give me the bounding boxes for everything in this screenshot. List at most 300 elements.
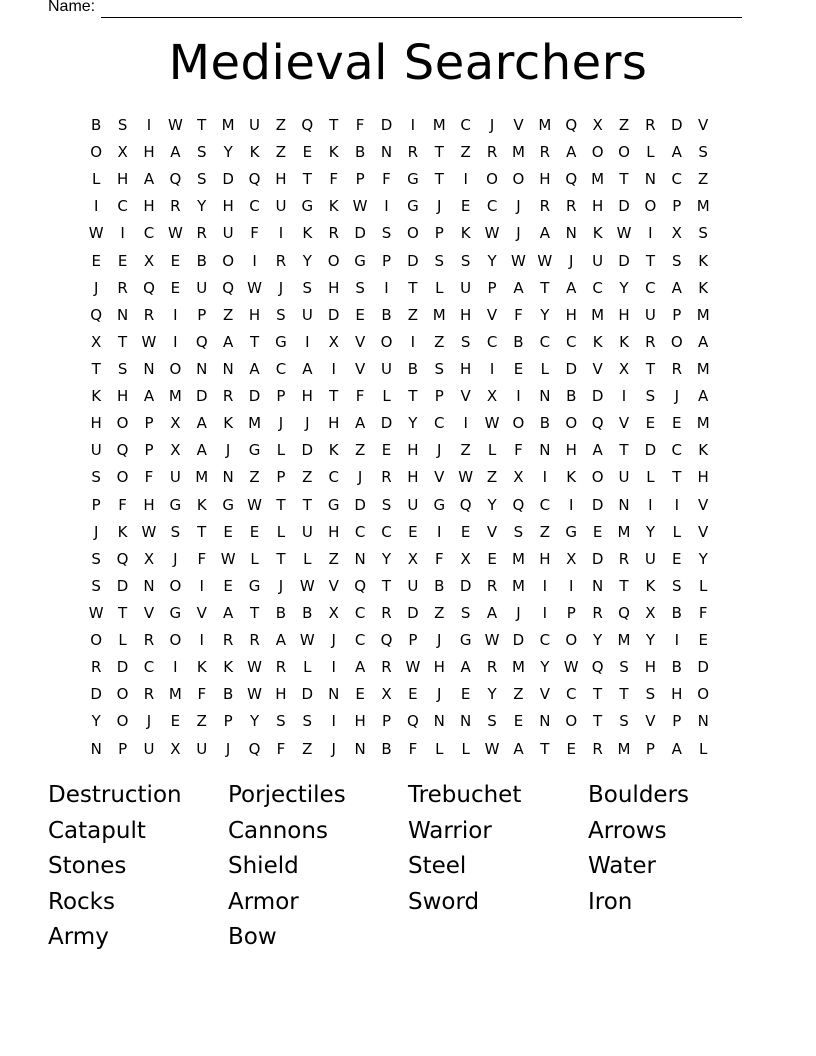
grid-letter: V	[698, 495, 709, 514]
grid-letter: Y	[698, 549, 708, 568]
grid-letter: N	[222, 359, 234, 378]
name-label: Name:	[48, 0, 96, 15]
grid-letter: D	[354, 224, 366, 243]
grid-letter: W	[537, 251, 553, 270]
grid-letter: Y	[487, 685, 497, 704]
grid-row	[83, 681, 743, 708]
grid-letter: P	[197, 305, 207, 324]
grid-letter: U	[407, 576, 419, 595]
grid-letter: T	[249, 603, 260, 622]
name-field[interactable]	[48, 0, 742, 18]
grid-letter: L	[540, 359, 550, 378]
grid-letter: U	[644, 549, 656, 568]
grid-letter: C	[275, 359, 287, 378]
grid-letter: D	[644, 441, 657, 460]
grid-letter: C	[486, 332, 498, 351]
grid-letter: H	[460, 359, 472, 378]
grid-letter: I	[384, 197, 389, 216]
grid-letter: S	[619, 658, 629, 677]
grid-letter: V	[486, 305, 498, 324]
grid-letter: T	[619, 685, 629, 704]
grid-letter: O	[90, 143, 103, 162]
grid-letter: Z	[513, 685, 524, 704]
grid-letter: W	[88, 603, 104, 622]
grid-letter: W	[167, 116, 183, 134]
grid-letter: D	[671, 116, 683, 134]
grid-letter: R	[170, 197, 181, 216]
word-bank-item: Shield	[228, 853, 299, 880]
grid-letter: S	[698, 143, 708, 162]
grid-letter: D	[697, 658, 709, 677]
grid-letter: N	[380, 143, 393, 162]
grid-letter: W	[141, 332, 157, 351]
grid-letter: N	[592, 576, 604, 595]
grid-letter: D	[327, 305, 340, 324]
grid-letter: I	[674, 631, 679, 650]
grid-letter: E	[672, 549, 682, 568]
grid-letter: F	[514, 305, 523, 324]
grid-letter: N	[354, 549, 366, 568]
grid-letter: O	[697, 685, 710, 704]
grid-letter: J	[516, 603, 521, 622]
grid-letter: A	[354, 414, 366, 433]
grid-letter: S	[170, 522, 181, 541]
grid-letter: G	[565, 522, 578, 541]
grid-letter: V	[434, 468, 445, 487]
grid-letter: S	[117, 116, 128, 134]
grid-letter: C	[117, 197, 128, 216]
grid-letter: O	[591, 143, 604, 162]
grid-letter: L	[276, 522, 286, 541]
grid-letter: N	[328, 685, 340, 704]
grid-letter: Q	[565, 116, 578, 134]
grid-letter: M	[591, 305, 605, 324]
grid-letter: D	[512, 631, 525, 650]
grid-letter: E	[355, 305, 365, 324]
grid-letter: T	[197, 116, 207, 134]
grid-letter: K	[223, 658, 234, 677]
grid-letter: M	[696, 414, 710, 433]
grid-letter: F	[408, 739, 418, 758]
grid-letter: G	[327, 495, 340, 514]
grid-letter: X	[381, 685, 392, 704]
grid-letter: A	[170, 143, 181, 162]
grid-letter: O	[512, 414, 525, 433]
grid-letter: O	[169, 631, 182, 650]
grid-letter: U	[222, 224, 234, 243]
grid-letter: W	[141, 522, 157, 541]
grid-letter: Q	[565, 170, 578, 189]
grid-letter: T	[434, 143, 444, 162]
grid-letter: K	[196, 658, 207, 677]
grid-letter: K	[566, 468, 577, 487]
grid-letter: J	[674, 387, 679, 406]
grid-row	[83, 248, 743, 275]
grid-letter: M	[195, 468, 209, 487]
grid-letter: T	[593, 712, 603, 731]
grid-letter: W	[247, 495, 262, 514]
word-bank-item: Steel	[408, 853, 467, 880]
grid-letter: Y	[487, 251, 497, 270]
grid-row	[83, 275, 743, 302]
grid-letter: B	[302, 603, 313, 622]
grid-letter: I	[120, 224, 125, 243]
grid-letter: S	[302, 712, 313, 731]
grid-letter: W	[484, 739, 500, 758]
grid-letter: A	[698, 387, 709, 406]
grid-letter: E	[170, 278, 181, 297]
grid-letter: K	[698, 278, 709, 297]
grid-letter: Z	[275, 116, 287, 134]
grid-letter: B	[566, 387, 577, 406]
grid-row	[83, 302, 743, 329]
grid-letter: X	[645, 603, 656, 622]
grid-letter: E	[566, 739, 576, 758]
grid-row	[83, 708, 743, 735]
grid-letter: J	[437, 631, 442, 650]
grid-letter: B	[671, 603, 682, 622]
grid-letter: Z	[618, 116, 630, 134]
grid-letter: R	[143, 685, 155, 704]
grid-letter: H	[697, 468, 709, 487]
grid-letter: Q	[406, 712, 419, 731]
grid-letter: H	[116, 170, 129, 189]
grid-letter: N	[460, 712, 472, 731]
grid-letter: Y	[408, 414, 418, 433]
grid-letter: I	[648, 224, 653, 243]
grid-letter: S	[645, 387, 656, 406]
grid-letter: Y	[540, 658, 550, 677]
grid-letter: P	[144, 414, 154, 433]
grid-letter: B	[671, 658, 682, 677]
grid-letter: Q	[354, 576, 366, 595]
grid-letter: X	[407, 549, 419, 568]
grid-letter: M	[432, 116, 446, 134]
grid-letter: I	[542, 603, 548, 622]
grid-letter: A	[249, 359, 260, 378]
grid-letter: T	[329, 387, 339, 406]
grid-letter: A	[513, 278, 524, 297]
grid-row	[83, 437, 743, 464]
grid-letter: Z	[698, 170, 709, 189]
grid-letter: D	[618, 251, 630, 270]
grid-letter: V	[698, 116, 709, 134]
grid-letter: A	[460, 658, 471, 677]
grid-letter: J	[225, 441, 231, 460]
grid-letter: A	[196, 414, 207, 433]
grid-letter: P	[276, 468, 286, 487]
grid-letter: X	[143, 251, 155, 270]
grid-letter: C	[460, 116, 471, 134]
grid-letter: G	[407, 197, 419, 216]
grid-letter: A	[223, 603, 234, 622]
grid-row	[83, 519, 743, 546]
grid-letter: W	[88, 224, 104, 243]
grid-letter: K	[328, 143, 339, 162]
grid-letter: H	[671, 685, 683, 704]
grid-letter: M	[511, 576, 525, 595]
grid-letter: Z	[460, 441, 471, 460]
grid-letter: C	[143, 658, 155, 677]
word-bank-item: Boulders	[588, 782, 690, 808]
grid-letter: R	[539, 197, 551, 216]
grid-letter: S	[513, 522, 524, 541]
grid-letter: R	[275, 251, 287, 270]
grid-letter: Q	[143, 278, 155, 297]
grid-letter: I	[516, 387, 521, 406]
word-bank-item: Army	[48, 924, 109, 951]
grid-letter: M	[696, 197, 710, 216]
grid-letter: X	[486, 387, 498, 406]
grid-letter: A	[196, 441, 207, 460]
grid-letter: P	[566, 603, 576, 622]
grid-letter: D	[591, 495, 604, 514]
grid-letter: E	[170, 251, 181, 270]
grid-letter: Y	[91, 712, 101, 731]
grid-letter: G	[169, 495, 182, 514]
grid-letter: Q	[169, 170, 182, 189]
grid-letter: R	[249, 631, 260, 650]
grid-letter: F	[197, 685, 207, 704]
grid-letter: B	[91, 116, 102, 134]
grid-letter: B	[275, 603, 287, 622]
grid-letter: H	[143, 197, 155, 216]
grid-letter: T	[276, 495, 286, 514]
grid-letter: D	[565, 359, 577, 378]
grid-letter: I	[410, 332, 416, 351]
grid-letter: J	[489, 116, 495, 134]
grid-letter: H	[143, 143, 155, 162]
grid-letter: Q	[512, 495, 525, 514]
grid-letter: Z	[249, 468, 260, 487]
grid-row	[83, 166, 743, 193]
grid-letter: U	[301, 305, 313, 324]
grid-letter: K	[698, 441, 709, 460]
grid-letter: W	[352, 197, 368, 216]
grid-letter: N	[116, 305, 129, 324]
grid-letter: E	[460, 685, 471, 704]
grid-letter: T	[408, 278, 418, 297]
grid-letter: Q	[301, 116, 314, 134]
grid-letter: A	[302, 359, 313, 378]
grid-letter: Y	[645, 631, 655, 650]
grid-letter: T	[329, 116, 339, 134]
grid-letter: P	[381, 251, 392, 270]
grid-letter: E	[513, 712, 524, 731]
grid-letter: U	[143, 739, 155, 758]
grid-letter: E	[117, 251, 128, 270]
grid-letter: V	[698, 522, 709, 541]
grid-letter: C	[354, 603, 366, 622]
word-bank-item: Iron	[588, 888, 633, 915]
grid-letter: I	[331, 658, 336, 677]
grid-letter: W	[484, 224, 500, 243]
grid-letter: Q	[591, 414, 604, 433]
grid-letter: J	[569, 251, 574, 270]
grid-letter: N	[196, 359, 208, 378]
grid-letter: H	[222, 197, 234, 216]
grid-letter: Q	[222, 278, 235, 297]
grid-letter: R	[143, 631, 155, 650]
grid-letter: A	[671, 143, 682, 162]
grid-letter: S	[91, 468, 101, 487]
grid-letter: J	[357, 468, 363, 487]
grid-row	[83, 112, 743, 139]
grid-letter: R	[222, 631, 234, 650]
grid-letter: N	[618, 495, 630, 514]
grid-letter: B	[434, 576, 445, 595]
grid-letter: S	[434, 359, 445, 378]
grid-letter: C	[565, 685, 577, 704]
grid-letter: M	[511, 143, 525, 162]
grid-letter: U	[169, 468, 181, 487]
grid-letter: J	[146, 712, 152, 731]
grid-letter: F	[276, 739, 286, 758]
grid-letter: H	[539, 170, 551, 189]
grid-letter: B	[407, 359, 419, 378]
grid-letter: R	[645, 116, 656, 134]
grid-letter: I	[384, 278, 389, 297]
grid-letter: N	[222, 468, 234, 487]
grid-letter: M	[248, 414, 262, 433]
grid-letter: X	[117, 143, 128, 162]
grid-letter: H	[433, 658, 445, 677]
grid-letter: O	[222, 251, 235, 270]
grid-letter: L	[646, 143, 655, 162]
grid-letter: M	[538, 116, 552, 134]
grid-letter: O	[565, 414, 578, 433]
grid-letter: H	[539, 549, 551, 568]
grid-letter: W	[247, 278, 262, 297]
grid-letter: V	[592, 359, 603, 378]
grid-letter: P	[223, 712, 233, 731]
grid-letter: K	[592, 224, 603, 243]
grid-letter: T	[645, 251, 655, 270]
grid-letter: H	[143, 495, 155, 514]
word-bank-item: Warrior	[408, 817, 492, 844]
grid-letter: A	[671, 278, 682, 297]
grid-letter: N	[143, 576, 155, 595]
grid-letter: I	[93, 197, 99, 216]
grid-letter: K	[91, 387, 102, 406]
grid-letter: M	[617, 739, 631, 758]
grid-letter: R	[486, 143, 498, 162]
grid-letter: C	[354, 522, 366, 541]
grid-letter: X	[513, 468, 524, 487]
grid-letter: X	[592, 116, 603, 134]
grid-letter: K	[223, 414, 234, 433]
grid-letter: C	[381, 522, 392, 541]
name-underline[interactable]	[101, 0, 742, 18]
grid-letter: R	[275, 658, 287, 677]
grid-letter: T	[197, 522, 207, 541]
grid-letter: R	[539, 143, 551, 162]
grid-letter: W	[563, 658, 579, 677]
grid-letter: E	[460, 197, 471, 216]
grid-letter: E	[672, 414, 682, 433]
grid-letter: C	[434, 414, 445, 433]
grid-letter: R	[90, 658, 102, 677]
grid-letter: H	[591, 197, 604, 216]
grid-letter: H	[328, 414, 340, 433]
grid-letter: Y	[223, 143, 233, 162]
grid-letter: R	[381, 603, 392, 622]
grid-letter: F	[434, 549, 444, 568]
grid-letter: V	[328, 576, 339, 595]
grid-letter: S	[91, 576, 101, 595]
grid-letter: R	[592, 739, 603, 758]
grid-letter: R	[143, 305, 155, 324]
grid-letter: L	[435, 278, 444, 297]
grid-letter: S	[196, 143, 207, 162]
grid-letter: H	[460, 305, 472, 324]
grid-letter: M	[617, 631, 631, 650]
grid-letter: Y	[197, 197, 207, 216]
grid-letter: N	[354, 739, 366, 758]
grid-letter: K	[328, 197, 339, 216]
grid-letter: Y	[381, 549, 392, 568]
grid-letter: N	[90, 739, 102, 758]
grid-letter: J	[437, 685, 442, 704]
grid-letter: J	[173, 549, 178, 568]
grid-letter: E	[249, 522, 260, 541]
grid-letter: S	[381, 224, 392, 243]
grid-letter: N	[539, 441, 551, 460]
grid-letter: S	[276, 305, 286, 324]
grid-letter: Z	[302, 739, 313, 758]
grid-letter: H	[644, 658, 657, 677]
grid-letter: I	[569, 576, 574, 595]
grid-letter: O	[618, 143, 630, 162]
grid-letter: S	[355, 278, 365, 297]
grid-letter: I	[199, 631, 204, 650]
grid-letter: M	[432, 305, 446, 324]
grid-letter: J	[93, 278, 99, 297]
grid-letter: X	[143, 549, 155, 568]
grid-letter: N	[539, 387, 551, 406]
grid-letter: V	[513, 116, 524, 134]
word-bank-item: Stones	[48, 853, 127, 880]
grid-letter: Q	[459, 495, 472, 514]
grid-letter: D	[459, 576, 472, 595]
grid-letter: T	[91, 359, 101, 378]
grid-row	[83, 220, 743, 247]
grid-letter: S	[117, 359, 128, 378]
grid-row	[83, 193, 743, 220]
word-bank-item: Sword	[408, 888, 480, 915]
grid-letter: A	[698, 332, 709, 351]
grid-letter: Z	[302, 468, 313, 487]
grid-letter: T	[619, 441, 629, 460]
grid-letter: I	[437, 522, 442, 541]
grid-letter: G	[407, 170, 419, 189]
grid-letter: I	[569, 495, 574, 514]
grid-letter: T	[381, 576, 392, 595]
grid-letter: Z	[434, 332, 445, 351]
grid-letter: T	[434, 170, 444, 189]
grid-letter: U	[618, 468, 630, 487]
grid-letter: F	[329, 170, 339, 189]
grid-letter: A	[143, 170, 155, 189]
grid-letter: F	[250, 224, 259, 243]
grid-letter: M	[511, 549, 525, 568]
grid-letter: Q	[90, 305, 103, 324]
grid-letter: F	[118, 495, 127, 514]
grid-letter: C	[486, 197, 498, 216]
page-title: Medieval Searchers	[168, 35, 648, 91]
grid-letter: G	[248, 576, 261, 595]
grid-letter: K	[328, 441, 339, 460]
